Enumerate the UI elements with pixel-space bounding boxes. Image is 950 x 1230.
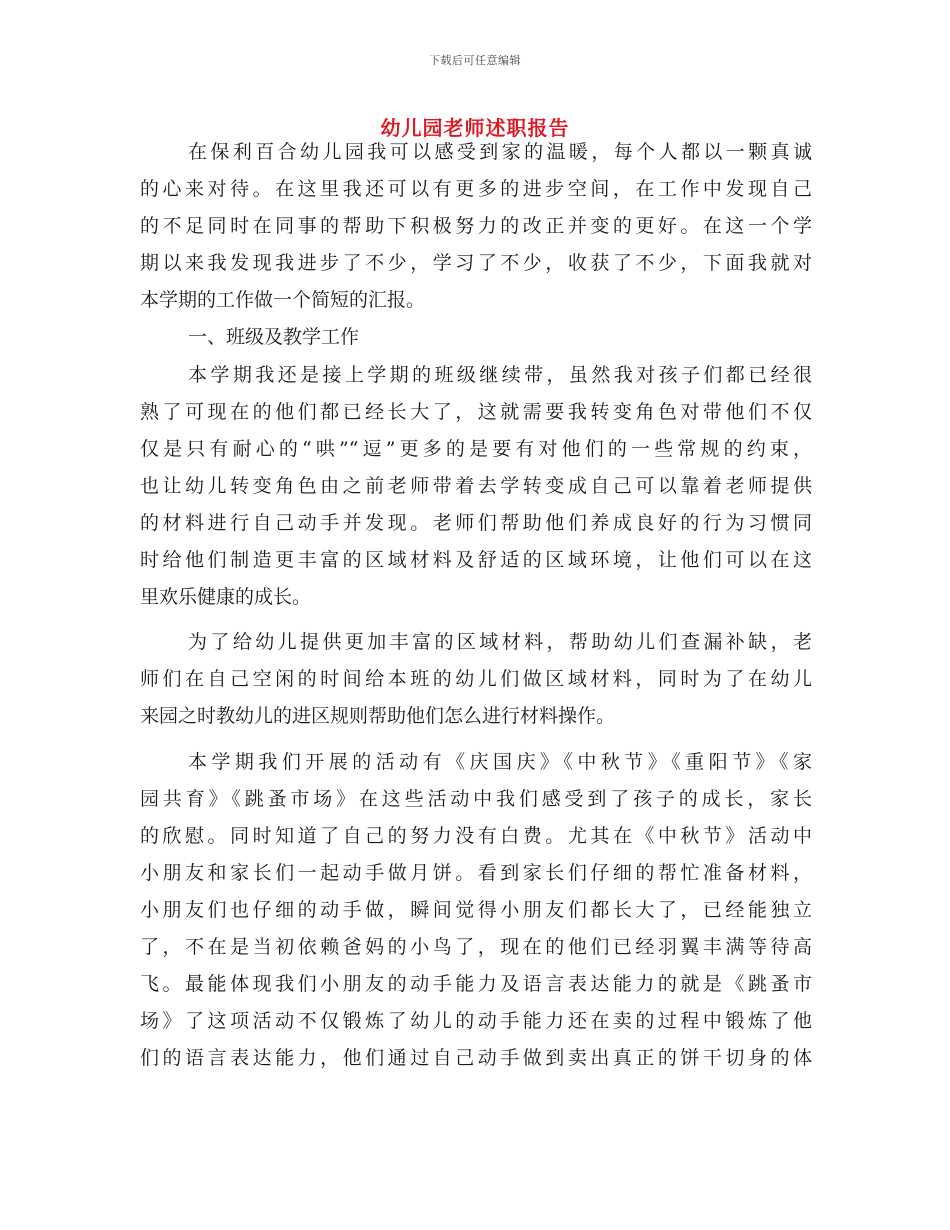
paragraph-line: 熟了可现在的他们都已经长大了，这就需要我转变角色对带他们不仅 (140, 400, 812, 423)
paragraph-line: 的欣慰。同时知道了自己的努力没有白费。尤其在《中秋节》活动中 (140, 824, 812, 847)
paragraph-line: 本学期的工作做一个简短的汇报。 (140, 289, 426, 312)
paragraph-line: 小朋友们也仔细的动手做，瞬间觉得小朋友们都长大了，已经能独立 (140, 898, 812, 921)
paragraph-line: 本学期我们开展的活动有《庆国庆》《中秋节》《重阳节》《家 (188, 750, 812, 773)
paragraph-line: 在保利百合幼儿园我可以感受到家的温暖，每个人都以一颗真诚 (188, 141, 812, 163)
paragraph-line: 小朋友和家长们一起动手做月饼。看到家长们仔细的帮忙准备材料， (140, 861, 812, 884)
paragraph-line: 的心来对待。在这里我还可以有更多的进步空间，在工作中发现自己 (140, 178, 812, 201)
document-title: 幼儿园老师述职报告 (380, 116, 570, 140)
paragraph-line: 期以来我发现我进步了不少，学习了不少，收获了不少，下面我就对 (140, 252, 812, 275)
paragraph-line: 园共育》《跳蚤市场》在这些活动中我们感受到了孩子的成长，家长 (140, 787, 812, 810)
paragraph-line: 也让幼儿转变角色由之前老师带着去学转变成自己可以靠着老师提供 (140, 474, 812, 497)
paragraph-line: 的材料进行自己动手并发现。老师们帮助他们养成良好的行为习惯同 (140, 511, 812, 534)
paragraph-line: 场》了这项活动不仅锻炼了幼儿的动手能力还在卖的过程中锻炼了他 (140, 1010, 812, 1033)
paragraph-line: 里欢乐健康的成长。 (140, 586, 312, 609)
paragraph-line: 们的语言表达能力，他们通过自己动手做到卖出真正的饼干切身的体 (140, 1047, 812, 1070)
paragraph-line: 本学期我还是接上学期的班级继续带，虽然我对孩子们都已经很 (188, 363, 812, 386)
paragraph-line: 了，不在是当初依赖爸妈的小鸟了，现在的他们已经羽翼丰满等待高 (140, 935, 812, 958)
paragraph-line: 飞。最能体现我们小朋友的动手能力及语言表达能力的就是《跳蚤市 (140, 973, 812, 996)
paragraph-line: 为了给幼儿提供更加丰富的区域材料，帮助幼儿们查漏补缺，老 (188, 631, 812, 654)
page-header-note: 下载后可任意编辑 (429, 54, 521, 67)
paragraph-line: 时给他们制造更丰富的区域材料及舒适的区域环境，让他们可以在这 (140, 549, 812, 572)
paragraph-line: 来园之时教幼儿的进区规则帮助他们怎么进行材料操作。 (140, 705, 616, 728)
section-heading: 一、班级及教学工作 (188, 326, 360, 349)
document-body (140, 134, 812, 1077)
paragraph-line: 仅是只有耐心的“哄”“逗”更多的是要有对他们的一些常规的约束， (140, 437, 812, 460)
paragraph-line: 师们在自己空闲的时间给本班的幼儿们做区域材料，同时为了在幼儿 (140, 668, 812, 691)
paragraph-line: 的不足同时在同事的帮助下积极努力的改正并变的更好。在这一个学 (140, 215, 812, 238)
